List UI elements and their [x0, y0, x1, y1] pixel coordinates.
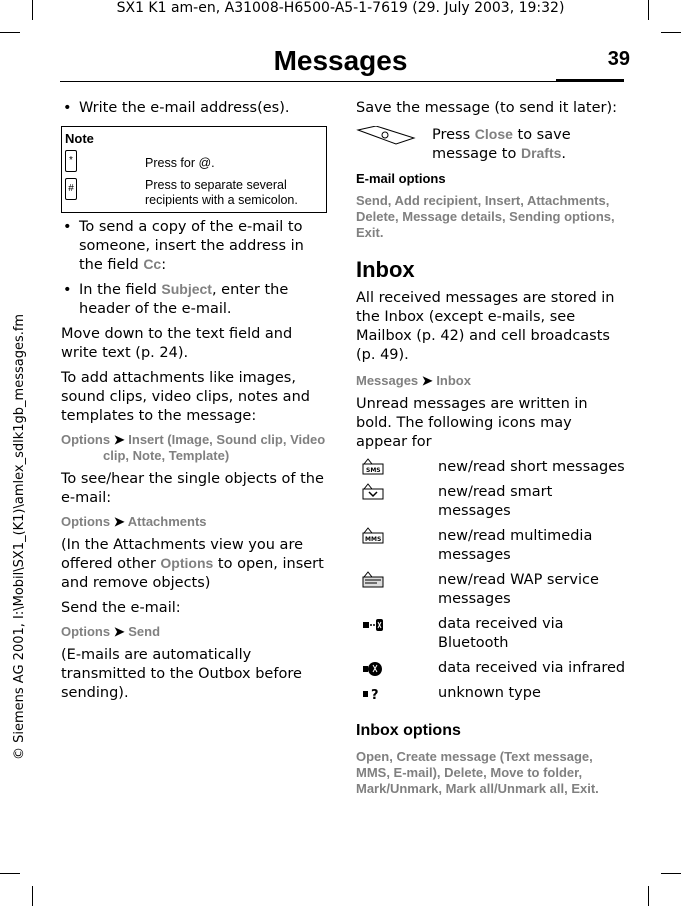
list-item: MMS new/read multimedia messages [356, 527, 626, 565]
note-row-1-text: Press for @. [145, 156, 215, 170]
list-item: data received via Bluetooth [356, 615, 626, 653]
star-key-icon: * [65, 150, 77, 172]
page-title: Messages [273, 45, 408, 76]
infrared-data-icon [362, 659, 384, 677]
svg-text:SMS: SMS [366, 467, 381, 474]
crop-mark [661, 873, 681, 874]
save-instruction-text: Press Close to save message to Drafts. [432, 126, 571, 162]
svg-text:MMS: MMS [365, 536, 382, 543]
menu-path-send: Options ➤ Send [61, 624, 161, 639]
bluetooth-data-icon [362, 615, 384, 633]
crop-mark [0, 873, 20, 874]
mms-icon [362, 527, 384, 545]
wap-service-icon [362, 571, 384, 589]
inbox-options-heading: Inbox options [356, 722, 461, 739]
list-item: SMS new/read short messages [356, 458, 626, 477]
email-options-heading: E-mail options [356, 171, 446, 186]
para-attachments: To add attachments like images, sound clips, video clips, notes and templates to the message: [61, 370, 310, 424]
crop-mark [648, 886, 649, 906]
menu-path-attachments: Options ➤ Attachments [61, 514, 207, 529]
inbox-heading: Inbox [356, 257, 415, 282]
crop-mark [32, 886, 33, 906]
note-row-2-text: Press to separate several recipients with a semicolon. [145, 178, 298, 207]
unknown-type-icon [362, 684, 384, 702]
para-see-objects: To see/hear the single objects of the e-mail: [61, 471, 324, 506]
para-text-field: Move down to the text field and write text (p. 24). [61, 326, 293, 361]
sms-icon [362, 458, 384, 476]
menu-path-insert: Options ➤ Insert (Image, Sound clip, Video clip, Note, Template) [61, 432, 326, 463]
para-send: Send the e-mail: [61, 600, 181, 616]
crop-mark [0, 32, 20, 33]
drafts-label: Drafts [520, 145, 562, 161]
bullet-cc: • To send a copy of the e-mail to someone, insert the address in the field Cc: [61, 218, 327, 275]
softkey-icon [356, 126, 416, 144]
svg-text:?: ? [371, 688, 379, 702]
left-column [61, 99, 327, 703]
list-item: new/read smart messages [356, 483, 626, 521]
email-options-list: Send, Add recipient, Insert, Attachments, Delete, Message details, Sending options, Exit. [356, 193, 615, 240]
right-column [356, 99, 626, 797]
bullet-write-address: • Write the e-mail address(es). [61, 99, 327, 118]
note-box [61, 126, 327, 213]
note-row-star [62, 148, 326, 176]
hash-key-icon: # [65, 178, 77, 200]
inbox-paragraph: All received messages are stored in the Inbox (except e-mails, see Mailbox (p. 42) and cell broadcasts (p. 49). [356, 290, 615, 363]
bullet-subject: • In the field Subject, enter the header of the e-mail. [61, 281, 327, 319]
list-item: data received via infrared [356, 659, 626, 678]
unread-paragraph: Unread messages are written in bold. The following icons may appear for [356, 396, 588, 450]
page-number-rule [556, 79, 624, 82]
title-rule [60, 81, 556, 82]
list-item: new/read WAP service messages [356, 571, 626, 609]
list-item: ? unknown type [356, 684, 626, 703]
para-attachments-view: (In the Attachments view you are offered other Options to open, insert and remove objects) [61, 537, 324, 591]
smart-message-icon [362, 483, 384, 501]
running-head: SX1 K1 am-en, A31008-H6500-A5-1-7619 (29. July 2003, 19:32) [116, 0, 565, 16]
menu-path-inbox: Messages ➤ Inbox [356, 373, 471, 388]
page-number: 39 [607, 48, 630, 70]
crop-mark [661, 32, 681, 33]
para-save-intro: Save the message (to send it later): [356, 100, 618, 116]
subject-field-label: Subject [161, 281, 212, 297]
close-label: Close [474, 126, 513, 142]
cc-field-label: Cc [143, 256, 162, 272]
side-note: © Siemens AG 2001, I:\Mobil\SX1_(K1)\amlex_sdlk1gb_messages.fm [12, 313, 27, 760]
note-row-hash [62, 176, 326, 212]
note-heading: Note [65, 131, 94, 146]
save-instruction-row [356, 126, 626, 164]
inbox-options-list: Open, Create message (Text message, MMS, E-mail), Delete, Move to folder, Mark/Unmark, Mark all/Unmark all, Exit. [356, 749, 599, 796]
para-outbox: (E-mails are automatically transmitted to the Outbox before sending). [61, 647, 302, 701]
